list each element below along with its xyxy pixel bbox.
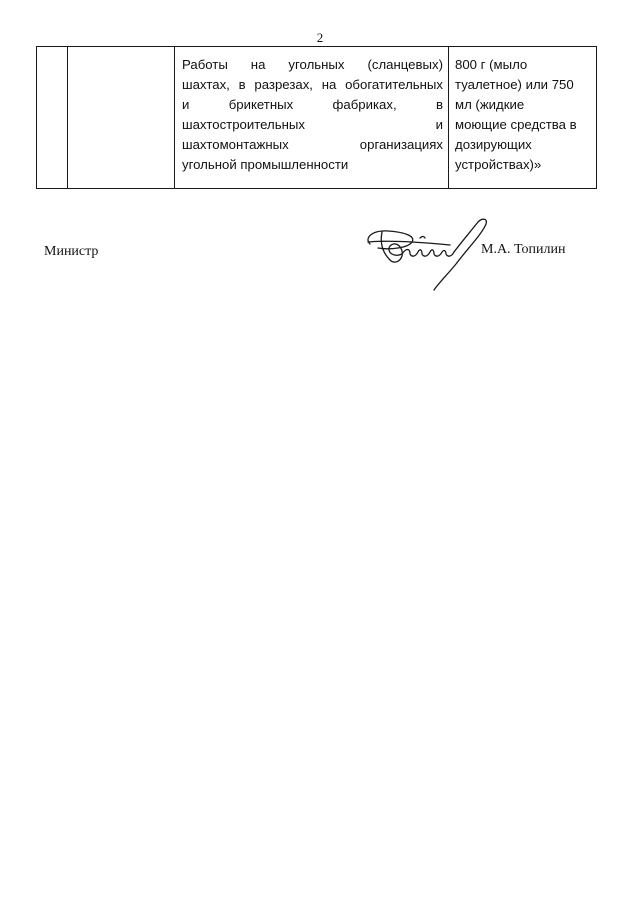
work-type-line: Работы на угольных (сланцевых) xyxy=(182,57,443,72)
norm-line: дозирующих xyxy=(455,137,532,152)
table-cell-profession xyxy=(68,47,175,189)
norm-line: мл (жидкие xyxy=(455,97,525,112)
norm-text xyxy=(449,47,596,175)
work-type-line: угольной промышленности xyxy=(182,157,349,172)
handwritten-signature xyxy=(360,212,495,292)
signatory-name: М.А. Топилин xyxy=(481,242,566,257)
signatory-title: Министр xyxy=(44,244,99,259)
table-cell-norm xyxy=(449,47,597,189)
table-row xyxy=(37,47,597,189)
work-type-text xyxy=(175,47,448,175)
table-cell-work-type xyxy=(175,47,449,189)
work-type-line: и брикетных фабриках, в xyxy=(182,97,443,112)
work-type-line: шахтомонтажных организациях xyxy=(182,137,443,152)
page-number: 2 xyxy=(316,30,324,45)
norm-line: устройствах)» xyxy=(455,157,542,172)
norm-line: 800 г (мыло xyxy=(455,57,528,72)
work-type-line: шахтах, в разрезах, на обогатительных xyxy=(182,77,443,92)
norm-line: моющие средства в xyxy=(455,117,577,132)
work-type-line: шахтостроительных и xyxy=(182,117,443,132)
norms-table xyxy=(36,46,597,189)
norm-line: туалетное) или 750 xyxy=(455,77,574,92)
table-cell-number xyxy=(37,47,68,189)
